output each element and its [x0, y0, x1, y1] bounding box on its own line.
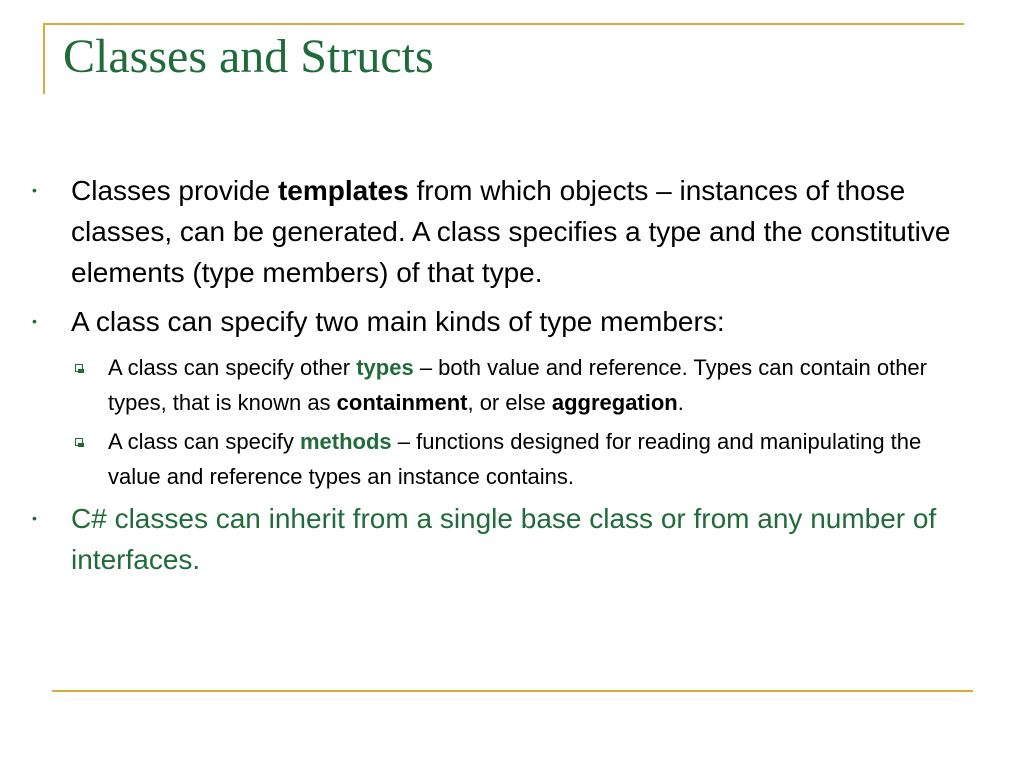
sub-bullet-text: – functions designed for reading and manipulating the value and reference types an instance contains. [108, 429, 922, 489]
bullet-inheritance [32, 498, 972, 580]
bullet-text: Classes provide [71, 175, 278, 206]
square-bullet-icon [75, 438, 83, 446]
title-frame-left-rule [43, 23, 45, 94]
slide-title: Classes and Structs [63, 30, 434, 83]
sub-bullet-methods [71, 424, 972, 494]
term-methods: methods [299, 429, 392, 454]
bullet-marker: • [32, 313, 37, 329]
bullet-text: C# classes can inherit from a single base class or from any number of interfaces. [71, 503, 937, 575]
bullet-text: from which objects – instances of those classes, can be generated. A class specifies a type and the constitutive elements (type members) of that type. [71, 175, 951, 288]
sub-bullet-text: . [677, 390, 684, 415]
sub-bullet-text: , or else [467, 390, 552, 415]
bullet-marker: • [32, 510, 37, 526]
term-templates: templates [277, 175, 409, 206]
sub-bullet-text: A class can specify other [108, 355, 357, 380]
term-containment: containment [336, 390, 468, 415]
sub-bullet-text: – both value and reference. Types can contain other types, that is known as [108, 355, 927, 415]
term-types: types [356, 355, 414, 380]
title-frame-top-rule [43, 23, 964, 25]
slide-body [32, 170, 972, 588]
sub-bullet-text: A class can specify [108, 429, 300, 454]
bullet-marker: • [32, 182, 37, 198]
sub-bullet-types [71, 350, 972, 420]
square-bullet-icon [75, 364, 83, 372]
bullet-templates [32, 170, 972, 293]
bullet-text: A class can specify two main kinds of type members: [71, 306, 725, 337]
footer-rule [52, 690, 973, 692]
bullet-type-members [32, 301, 972, 342]
term-aggregation: aggregation [551, 390, 678, 415]
